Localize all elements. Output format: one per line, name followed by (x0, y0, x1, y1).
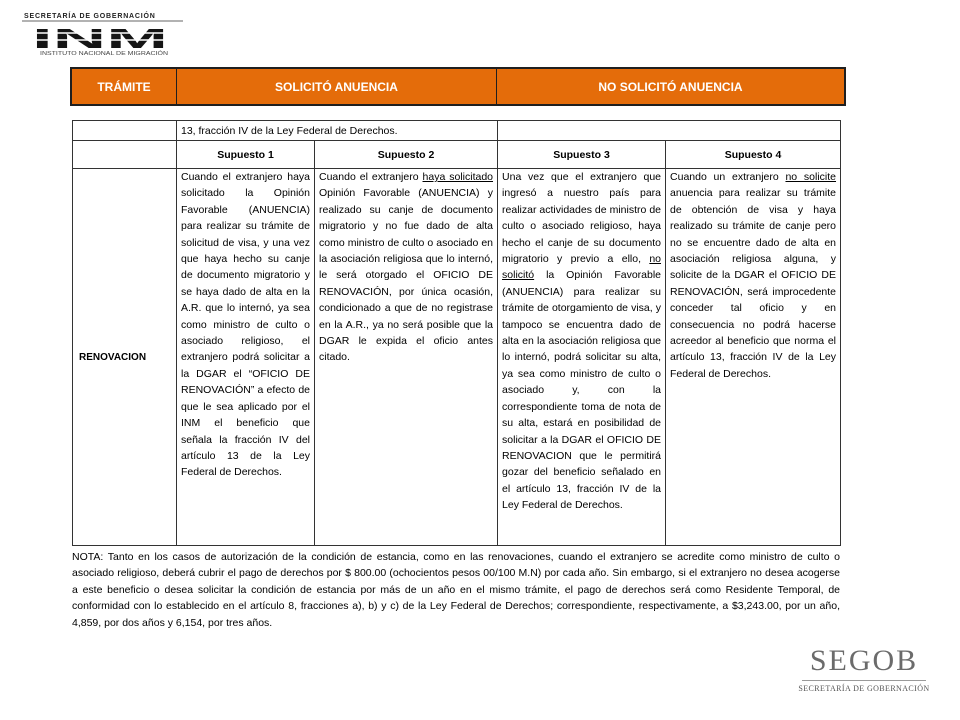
supuesto-3-text (498, 169, 666, 546)
renovacion-row (73, 169, 841, 546)
inm-logo-mark: INM (32, 23, 168, 54)
supuesto-4-underlined: no solicite (785, 171, 837, 183)
continuation-empty-cell (498, 121, 841, 141)
segob-logo-mark: SEGOB (809, 644, 919, 677)
supuesto-4-body-pre: Cuando un extranjero (670, 171, 786, 183)
supuesto-2-body-pre: Cuando el extranjero (319, 171, 423, 183)
supuesto-3-body-pre: Una vez que el extranjero que ingresó a nuestro país para realizar actividades de ministro de culto o asociado religioso, haya hecho el canje de su documento migratorio y previo a ello, (502, 171, 662, 266)
inm-logo-bottom-text: INSTITUTO NACIONAL DE MIGRACIÓN (40, 51, 141, 56)
continuation-row (73, 121, 841, 141)
header-no-solicito-anuencia: NO SOLICITÓ ANUENCIA (496, 69, 844, 104)
header-bar (70, 67, 846, 106)
header-solicito-anuencia: SOLICITÓ ANUENCIA (176, 69, 496, 104)
supuesto-4-body-post: anuencia para realizar su trámite de obtención de visa y haya realizado su trámite de canje pero no se encuentre dado de alta en asociación religiosa alguna, y solicite de la DGAR el OFICIO DE RENOVACIÓN, será improcedente conceder tal oficio y en consecuencia no podrá hacerse acreedor al beneficio que norma el artículo 13, fracción IV de la Ley Federal de Derechos. (670, 187, 837, 380)
supuestos-header-row (73, 141, 841, 169)
segob-logo-rule (802, 680, 926, 681)
supuesto-1-header: Supuesto 1 (177, 141, 315, 169)
supuesto-2-underlined: haya solicitado (422, 171, 494, 183)
inm-logo-top-text: SECRETARÍA DE GOBERNACIÓN (24, 13, 156, 20)
segob-logo-subtitle: SECRETARÍA DE GOBERNACIÓN (798, 684, 930, 693)
continuation-text: 13, fracción IV de la Ley Federal de Derechos. (177, 121, 498, 141)
supuesto-2-text (315, 169, 498, 546)
payment-note: NOTA: Tanto en los casos de autorización de la condición de estancia, como en las renovaciones, cuando el extranjero se acredite como ministro de culto o asociado religioso, deberá cubrir el pago de derechos por $ 800.00 (ochocientos pesos 00/100 M.N) por cada año. Sin embargo, si el extranjero no desea acogerse a este beneficio o desea solicitar la condición de estancia por más de un año en el mismo trámite, el pago de derechos será como Residente Temporal, de conformidad con lo establecido en el artículo 8, fracciones a), b) y c) de la Ley Federal de Derechos; correspondiente, respectivamente, a $3,243.00, por un año, 4,859, por dos años y 6,154, por tres años. (72, 551, 840, 629)
supuesto-3-underlined: no solicitó (502, 253, 662, 282)
inm-logo (20, 10, 185, 56)
supuesto-1-body: Cuando el extranjero haya solicitado la Opinión Favorable (ANUENCIA) para realizar su trámite de solicitud de visa, y una vez que haya hecho su canje de documento migratorio y se haya dado de alta en la A.R. que lo internó, ya sea como ministro de culto o asociado religioso, el extranjero podrá solicitar a la DGAR el “OFICIO DE RENOVACIÓN” a efecto de que le sea aplicado por el INM el beneficio que señala la fracción IV del artículo 13 de la Ley Federal de Derechos. (181, 171, 310, 479)
requirements-table (72, 120, 841, 546)
supuesto-4-text (666, 169, 841, 546)
supuesto-3-header: Supuesto 3 (498, 141, 666, 169)
supuestos-label-cell (73, 141, 177, 169)
supuesto-2-body-post: Opinión Favorable (ANUENCIA) y realizado su canje de documento migratorio y no fue dado de alta como ministro de culto o asociado en la asociación religiosa que lo internó, le será otorgado el OFICIO DE RENOVACIÓN, por única ocasión, condicionado a que de no registrase en la A.R., ya no será posible que la DGAR le expida el oficio antes citado. (319, 187, 494, 364)
supuesto-1-text (177, 169, 315, 546)
segob-logo (795, 644, 933, 693)
continuation-label-cell (73, 121, 177, 141)
content-area (72, 120, 840, 631)
header-tramite: TRÁMITE (97, 79, 151, 94)
supuesto-4-header: Supuesto 4 (666, 141, 841, 169)
renovacion-label: RENOVACION (73, 169, 177, 546)
supuesto-3-body-post: la Opinión Favorable (ANUENCIA) para realizar su trámite de otorgamiento de visa, y tampoco se encuentra dado de alta en la asociación religiosa que lo internó, podrá solicitar su alta, ya sea como ministro de culto o asociado y, con la correspondiente toma de nota de su alta, estará en posibilidad de solicitar a la DGAR el OFICIO DE RENOVACION que le permitirá gozar del beneficio señalado en el artículo 13, fracción IV de la Ley Federal de Derechos. (502, 269, 662, 512)
supuesto-2-header: Supuesto 2 (315, 141, 498, 169)
